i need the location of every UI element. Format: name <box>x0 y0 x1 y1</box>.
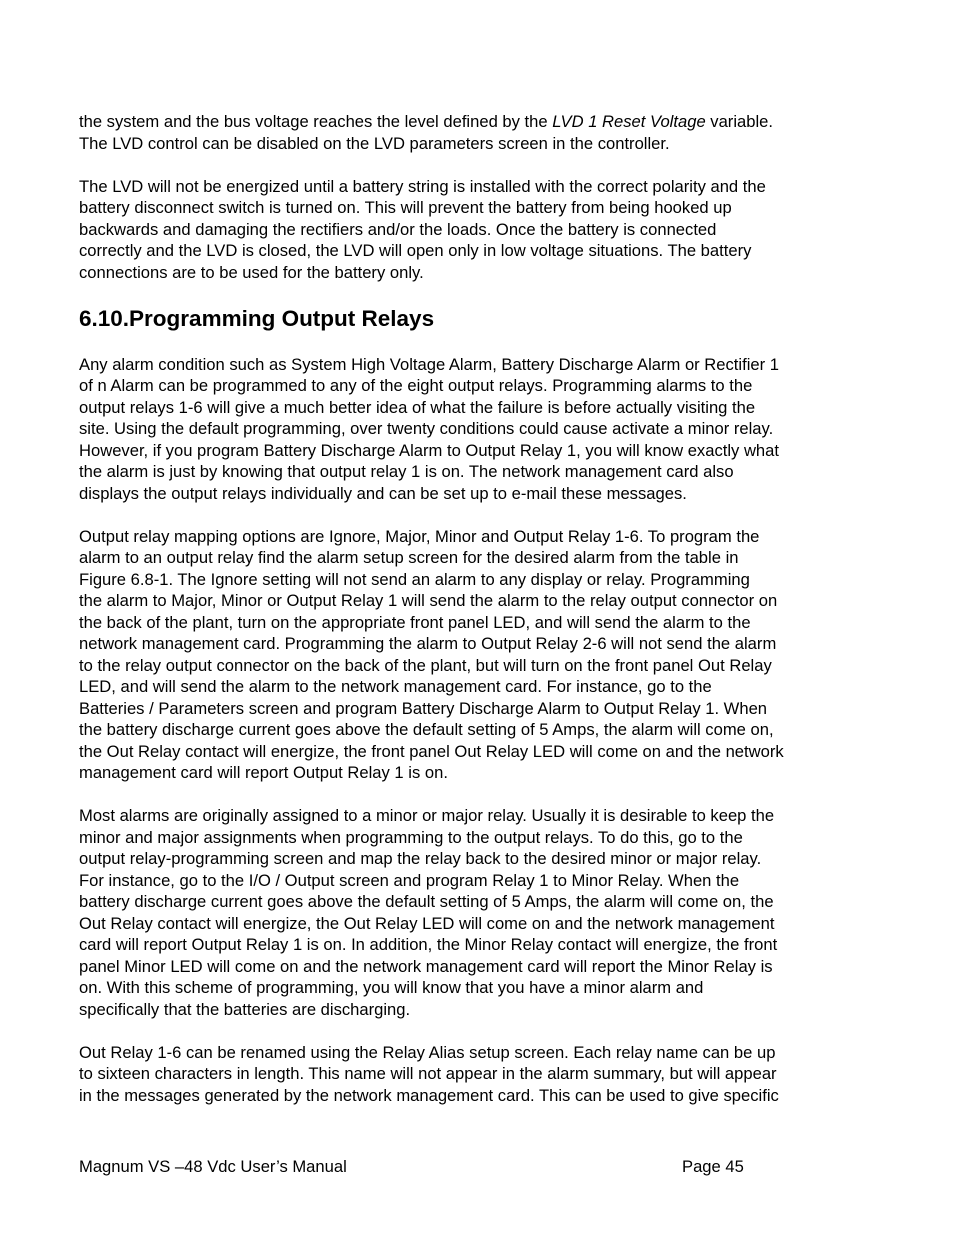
paragraph-line: the back of the plant, turn on the appropriate front panel LED, and will send the alarm to the <box>79 612 751 632</box>
minor-major-paragraph <box>79 805 879 1020</box>
paragraph-line: minor and major assignments when programming to the output relays. To do this, go to the <box>79 827 743 847</box>
lvd-reset-voltage-variable: LVD 1 Reset Voltage <box>552 112 706 131</box>
manual-title: Magnum VS –48 Vdc User’s Manual <box>79 1157 347 1176</box>
paragraph-line: Output relay mapping options are Ignore, Major, Minor and Output Relay 1-6. To program the <box>79 526 760 546</box>
paragraph-line: card will report Output Relay 1 is on. In addition, the Minor Relay contact will energize, the front <box>79 935 778 954</box>
intro-text: the system and the bus voltage reaches the level defined by the <box>79 112 553 131</box>
lvd-paragraph <box>79 176 879 284</box>
paragraph-line: Out Relay contact will energize, the Out Relay LED will come on and the network management <box>79 913 775 933</box>
intro-paragraph <box>79 111 879 154</box>
intro-line-2: The LVD control can be disabled on the LVD parameters screen in the controller. <box>79 133 670 153</box>
paragraph-line: network management card. Programming the alarm to Output Relay 2-6 will not send the alarm <box>79 634 777 653</box>
paragraph-line: correctly and the LVD is closed, the LVD will open only in low voltage situations. The battery <box>79 241 752 260</box>
intro-line-1 <box>79 111 879 133</box>
paragraph-line: the alarm to Major, Minor or Output Relay 1 will send the alarm to the relay output connector on <box>79 591 778 610</box>
paragraph-line: battery disconnect switch is turned on. This will prevent the battery from being hooked up <box>79 198 732 217</box>
paragraph-line: on. With this scheme of programming, you will know that you have a minor alarm and <box>79 978 704 997</box>
relay-alias-paragraph <box>79 1042 879 1107</box>
paragraph-line: The LVD will not be energized until a battery string is installed with the correct polarity and the <box>79 176 766 196</box>
paragraph-line: LED, and will send the alarm to the network management card. For instance, go to the <box>79 677 712 696</box>
paragraph-line: the alarm is just by knowing that output relay 1 is on. The network management card also <box>79 462 734 481</box>
paragraph-line: output relay-programming screen and map the relay back to the desired minor or major relay. <box>79 849 762 868</box>
paragraph-line: in the messages generated by the network management card. This can be used to give specific <box>79 1085 779 1105</box>
page-body <box>79 111 879 1128</box>
paragraph-line: to sixteen characters in length. This name will not appear in the alarm summary, but will appear <box>79 1064 777 1083</box>
paragraph-line: site. Using the default programming, over twenty conditions could cause activate a minor relay. <box>79 419 774 438</box>
intro-text: variable. <box>705 112 774 131</box>
paragraph-line: to the relay output connector on the back of the plant, but will turn on the front panel Out Relay <box>79 655 772 675</box>
alarm-conditions-paragraph <box>79 354 879 505</box>
paragraph-line: Out Relay 1-6 can be renamed using the Relay Alias setup screen. Each relay name can be up <box>79 1042 776 1062</box>
paragraph-line: management card will report Output Relay 1 is on. <box>79 763 448 782</box>
paragraph-line: of n Alarm can be programmed to any of the eight output relays. Programming alarms to the <box>79 376 753 395</box>
paragraph-line: displays the output relays individually and can be set up to e-mail these messages. <box>79 483 687 503</box>
paragraph-line: the Out Relay contact will energize, the front panel Out Relay LED will come on and the network <box>79 741 784 761</box>
paragraph-line: battery discharge current goes above the default setting of 5 Amps, the alarm will come on, the <box>79 892 774 911</box>
paragraph-line: connections are to be used for the battery only. <box>79 262 424 282</box>
page-number: Page 45 <box>682 1157 744 1176</box>
paragraph-line: Any alarm condition such as System High Voltage Alarm, Battery Discharge Alarm or Rectifier 1 <box>79 354 779 374</box>
paragraph-line: Batteries / Parameters screen and program Battery Discharge Alarm to Output Relay 1. When <box>79 698 768 718</box>
paragraph-line: panel Minor LED will come on and the network management card will report the Minor Relay is <box>79 956 773 976</box>
mapping-options-paragraph <box>79 526 879 784</box>
paragraph-line: However, if you program Battery Discharge Alarm to Output Relay 1, you will know exactly what <box>79 440 779 460</box>
paragraph-line: Figure 6.8-1. The Ignore setting will not send an alarm to any display or relay. Programming <box>79 569 750 589</box>
section-heading: 6.10.Programming Output Relays <box>79 305 435 331</box>
paragraph-line: For instance, go to the I/O / Output screen and program Relay 1 to Minor Relay. When the <box>79 870 740 890</box>
paragraph-line: alarm to an output relay find the alarm setup screen for the desired alarm from the table in <box>79 548 739 567</box>
paragraph-line: Most alarms are originally assigned to a minor or major relay. Usually it is desirable to keep the <box>79 806 775 825</box>
paragraph-line: output relays 1-6 will give a much better idea of what the failure is before actually visiting the <box>79 397 756 417</box>
paragraph-line: backwards and damaging the rectifiers and/or the loads. Once the battery is connected <box>79 219 717 239</box>
paragraph-line: the battery discharge current goes above the default setting of 5 Amps, the alarm will come on, <box>79 720 774 739</box>
paragraph-line: specifically that the batteries are discharging. <box>79 999 411 1019</box>
